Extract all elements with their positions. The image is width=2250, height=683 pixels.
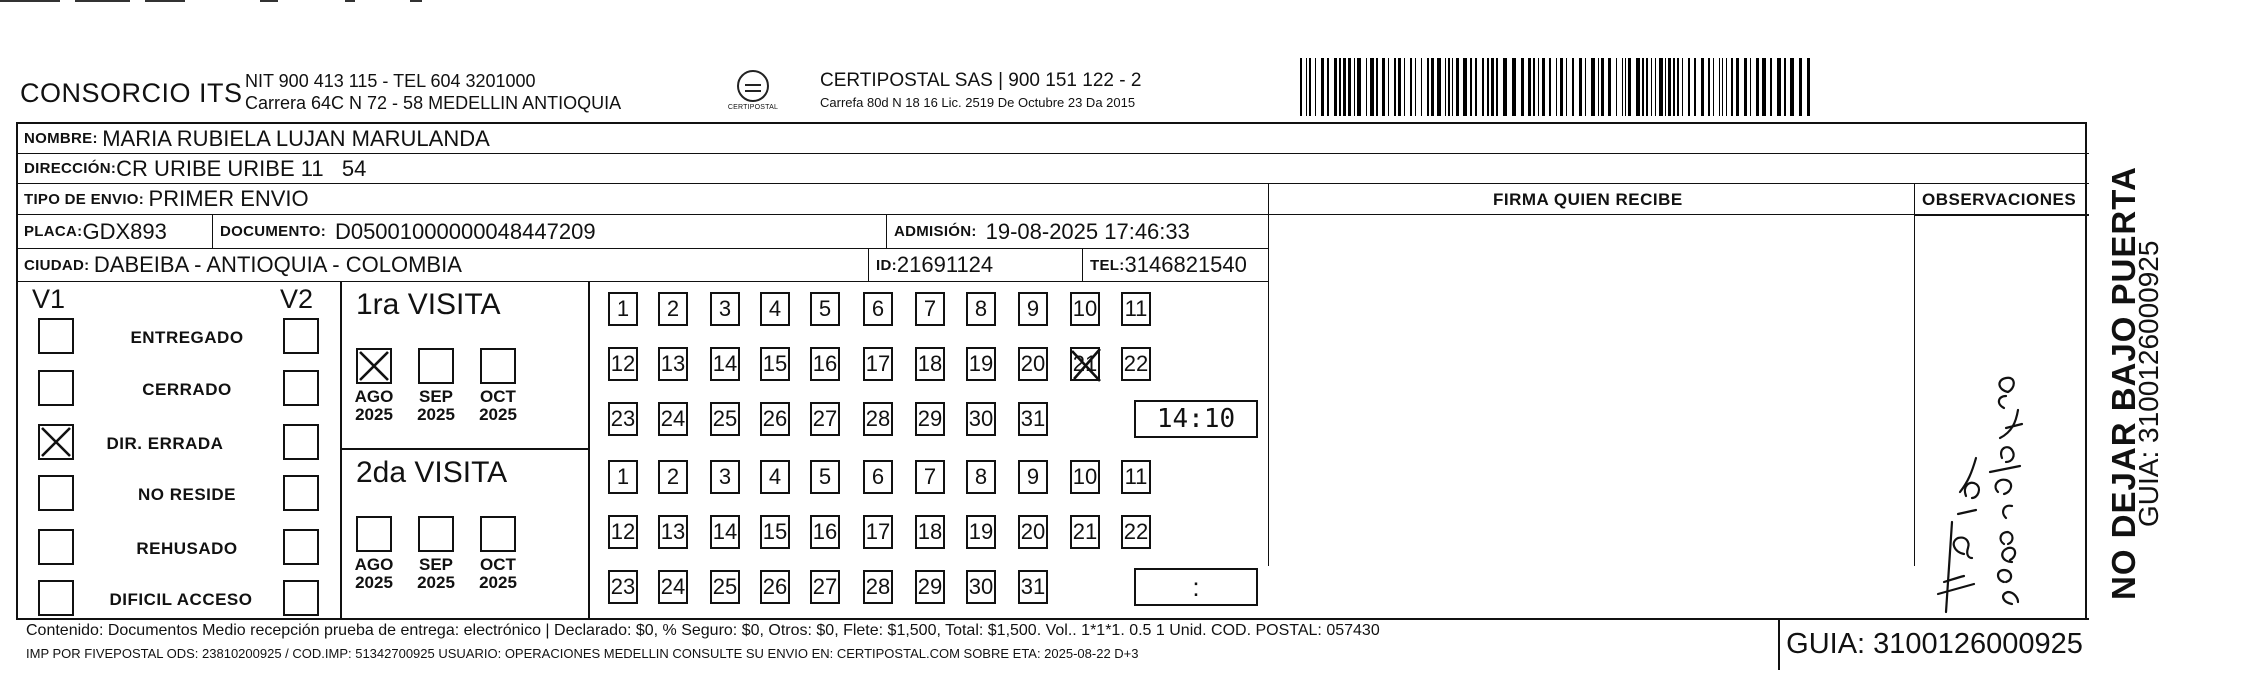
- day-box[interactable]: 10: [1070, 292, 1100, 326]
- visit-time[interactable]: :: [1134, 568, 1258, 606]
- name-label: NOMBRE:: [24, 130, 98, 147]
- day-box[interactable]: 15: [760, 347, 790, 381]
- visit-time[interactable]: 14:10: [1134, 400, 1258, 438]
- day-box[interactable]: 31: [1018, 402, 1048, 436]
- day-box[interactable]: 12: [608, 515, 638, 549]
- document-number: D05001000000048447209: [334, 218, 596, 244]
- day-box[interactable]: 5: [810, 292, 840, 326]
- company-info: [245, 70, 621, 114]
- month-label: [468, 556, 528, 592]
- day-box[interactable]: 16: [810, 347, 840, 381]
- handwritten-observation: [1916, 282, 2089, 618]
- day-box[interactable]: 24: [658, 402, 688, 436]
- month-year: 2025: [479, 405, 517, 424]
- day-box[interactable]: 2: [658, 460, 688, 494]
- plate-value: GDX893: [82, 218, 167, 244]
- address-row: [18, 154, 2089, 184]
- day-box[interactable]: 12: [608, 347, 638, 381]
- month-label: [468, 388, 528, 424]
- day-box[interactable]: 31: [1018, 570, 1048, 604]
- day-box[interactable]: 14: [710, 515, 740, 549]
- month-panel: [340, 282, 590, 618]
- v2-header: V2: [280, 284, 314, 314]
- visit-grid: [18, 282, 1268, 618]
- footer: [18, 618, 2089, 670]
- day-box[interactable]: 19: [966, 515, 996, 549]
- delivery-card: [16, 122, 2087, 661]
- v1-header: V1: [32, 284, 66, 314]
- month-label: [344, 388, 404, 424]
- day-box[interactable]: 25: [710, 402, 740, 436]
- day-box[interactable]: 18: [915, 347, 945, 381]
- recipient-address: CR URIBE URIBE 11 54: [116, 155, 367, 181]
- recipient-name: MARIA RUBIELA LUJAN MARULANDA: [102, 125, 490, 151]
- signature-area[interactable]: [1270, 282, 1914, 618]
- no-under-door-warning: NO DEJAR BAJO PUERTA: [2105, 166, 2142, 600]
- day-box[interactable]: 29: [915, 570, 945, 604]
- city-row: [18, 249, 1268, 282]
- month-checkbox[interactable]: [356, 516, 392, 552]
- day-box[interactable]: 18: [915, 515, 945, 549]
- document-row: [18, 215, 1268, 249]
- month-name: AGO: [354, 555, 394, 574]
- day-box[interactable]: 9: [1018, 292, 1048, 326]
- day-box[interactable]: 24: [658, 570, 688, 604]
- day-box[interactable]: 29: [915, 402, 945, 436]
- day-box[interactable]: 20: [1018, 515, 1048, 549]
- certipostal-logo: [726, 70, 780, 111]
- day-box[interactable]: 27: [810, 570, 840, 604]
- day-box[interactable]: 2: [658, 292, 688, 326]
- month-label: [406, 388, 466, 424]
- city-value: DABEIBA - ANTIOQUIA - COLOMBIA: [93, 252, 462, 277]
- month-checkbox[interactable]: [418, 516, 454, 552]
- observations-header: OBSERVACIONES: [1922, 190, 2077, 209]
- day-box[interactable]: 9: [1018, 460, 1048, 494]
- day-box[interactable]: 13: [658, 515, 688, 549]
- city-label: CIUDAD:: [24, 256, 90, 274]
- day-box[interactable]: 3: [710, 292, 740, 326]
- day-box[interactable]: 25: [710, 570, 740, 604]
- status-label: ENTREGADO: [130, 328, 244, 347]
- v2-checkbox[interactable]: [283, 475, 319, 511]
- day-box[interactable]: 23: [608, 570, 638, 604]
- shipment-type-row: [18, 184, 2089, 215]
- carrier-line: CERTIPOSTAL SAS | 900 151 122 - 2: [820, 70, 1142, 91]
- month-checkbox[interactable]: [480, 348, 516, 384]
- day-box[interactable]: 6: [863, 460, 893, 494]
- signature-header: FIRMA QUIEN RECIBE: [1493, 190, 1683, 209]
- day-box[interactable]: 14: [710, 347, 740, 381]
- plate-label: PLACA:: [24, 223, 83, 240]
- day-box[interactable]: 4: [760, 292, 790, 326]
- day-box[interactable]: 22: [1121, 515, 1151, 549]
- day-box[interactable]: 4: [760, 460, 790, 494]
- day-box[interactable]: 8: [966, 292, 996, 326]
- day-box[interactable]: 1: [608, 292, 638, 326]
- month-year: 2025: [479, 573, 517, 592]
- id-label: ID:: [876, 256, 897, 274]
- status-label: CERRADO: [142, 380, 232, 399]
- month-name: SEP: [418, 555, 454, 574]
- v2-checkbox[interactable]: [283, 424, 319, 460]
- day-box[interactable]: 11: [1121, 292, 1151, 326]
- day-box[interactable]: 26: [760, 402, 790, 436]
- day-box[interactable]: 11: [1121, 460, 1151, 494]
- status-label: DIR. ERRADA: [106, 434, 224, 453]
- shipment-type-label: TIPO DE ENVIO:: [24, 190, 145, 208]
- status-label: DIFICIL ACCESO: [109, 590, 253, 609]
- visit-title: 1ra VISITA: [356, 288, 501, 321]
- day-box[interactable]: 13: [658, 347, 688, 381]
- day-box[interactable]: 28: [863, 570, 893, 604]
- month-checkbox[interactable]: [356, 348, 392, 384]
- day-box[interactable]: 7: [915, 292, 945, 326]
- license-line: Carrefa 80d N 18 16 Lic. 2519 De Octubre 23 Da 2015: [820, 95, 1136, 110]
- month-label: [406, 556, 466, 592]
- contents-info: Contenido: Documentos Medio recepción prueba de entrega: electrónico | Declarado: $0, % Seguro: $0, Otros: $0, Flete: $1,500, Total: $1,500. Vol.. 1*1*1. 0.5 1 Unid. COD. POSTAL: 057430: [26, 622, 1380, 639]
- month-name: OCT: [480, 387, 516, 406]
- v2-checkbox[interactable]: [283, 580, 319, 616]
- document-label: DOCUMENTO:: [220, 223, 327, 240]
- v2-checkbox[interactable]: [283, 529, 319, 565]
- check-x-icon: [356, 348, 392, 384]
- v2-checkbox[interactable]: [283, 318, 319, 354]
- month-name: OCT: [480, 555, 516, 574]
- admission-date: 19-08-2025 17:46:33: [985, 218, 1190, 244]
- shipment-type: PRIMER ENVIO: [148, 186, 309, 211]
- month-name: SEP: [418, 387, 454, 406]
- day-box[interactable]: 30: [966, 570, 996, 604]
- print-info: IMP POR FIVEPOSTAL ODS: 23810200925 / COD.IMP: 51342700925 USUARIO: OPERACIONES MEDELLIN CONSULTE SU ENVIO EN: CERTIPOSTAL.COM SOBRE ETA: 2025-08-22 D+3: [26, 646, 1139, 661]
- phone-label: TEL:: [1090, 256, 1125, 274]
- barcode-icon: [1300, 58, 1820, 116]
- carrier-info: [820, 70, 1141, 114]
- day-box[interactable]: 15: [760, 515, 790, 549]
- day-box[interactable]: 17: [863, 515, 893, 549]
- postal-logo-icon: [737, 70, 769, 102]
- day-box[interactable]: 21: [1070, 347, 1100, 381]
- day-box[interactable]: 7: [915, 460, 945, 494]
- day-box[interactable]: 21: [1070, 515, 1100, 549]
- status-label: REHUSADO: [136, 539, 238, 558]
- month-checkbox[interactable]: [480, 516, 516, 552]
- check-x-icon: [1070, 347, 1104, 383]
- day-box[interactable]: 6: [863, 292, 893, 326]
- month-year: 2025: [417, 405, 455, 424]
- day-box[interactable]: 5: [810, 460, 840, 494]
- day-box[interactable]: 19: [966, 347, 996, 381]
- day-box[interactable]: 28: [863, 402, 893, 436]
- month-checkbox[interactable]: [418, 348, 454, 384]
- nit-line: NIT 900 413 115 - TEL 604 3201000: [245, 71, 536, 91]
- day-box[interactable]: 23: [608, 402, 638, 436]
- day-box[interactable]: 1: [608, 460, 638, 494]
- guide-number: GUIA: 3100126000925: [1778, 618, 2089, 670]
- day-box[interactable]: 22: [1121, 347, 1151, 381]
- logo-text: CERTIPOSTAL: [727, 104, 779, 111]
- day-box[interactable]: 16: [810, 515, 840, 549]
- scan-artifact: [0, 0, 460, 6]
- phone-value: 3146821540: [1124, 252, 1247, 277]
- admission-label: ADMISIÓN:: [894, 223, 977, 240]
- day-box[interactable]: 26: [760, 570, 790, 604]
- id-value: 21691124: [896, 252, 994, 277]
- month-year: 2025: [417, 573, 455, 592]
- month-name: AGO: [354, 387, 394, 406]
- v2-checkbox[interactable]: [283, 370, 319, 406]
- visit-title: 2da VISITA: [356, 456, 508, 489]
- month-year: 2025: [355, 573, 393, 592]
- month-year: 2025: [355, 405, 393, 424]
- header: [20, 70, 2170, 125]
- day-box[interactable]: 8: [966, 460, 996, 494]
- status-label: NO RESIDE: [137, 485, 237, 504]
- day-box[interactable]: 30: [966, 402, 996, 436]
- day-box[interactable]: 10: [1070, 460, 1100, 494]
- side-guide-number: GUIA: 3100126000925: [2133, 240, 2164, 527]
- name-row: [18, 124, 2089, 154]
- day-box[interactable]: 27: [810, 402, 840, 436]
- address-line: Carrera 64C N 72 - 58 MEDELLIN ANTIOQUIA: [245, 93, 622, 113]
- day-box[interactable]: 3: [710, 460, 740, 494]
- observations-area[interactable]: [1916, 282, 2089, 618]
- brand-name: CONSORCIO ITS: [20, 78, 243, 108]
- day-box[interactable]: 17: [863, 347, 893, 381]
- month-label: [344, 556, 404, 592]
- day-box[interactable]: 20: [1018, 347, 1048, 381]
- address-label: DIRECCIÓN:: [24, 160, 117, 177]
